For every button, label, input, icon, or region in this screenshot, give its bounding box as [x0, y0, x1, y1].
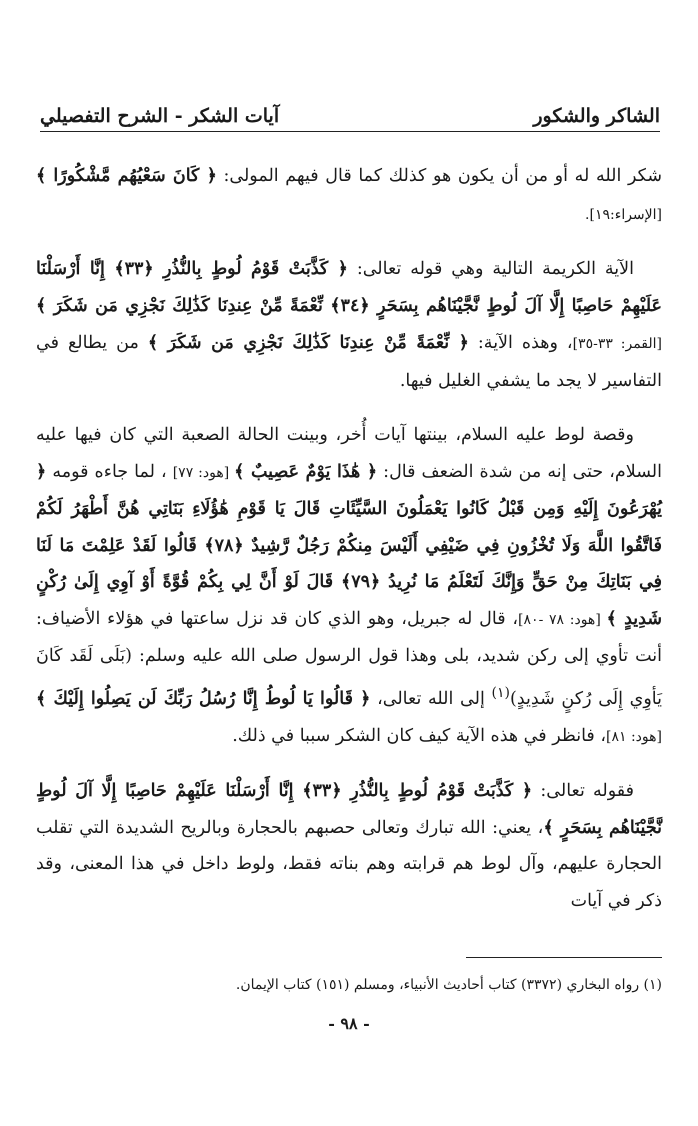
verse-reference: [هود: ٧٨ -٨٠]: [518, 611, 607, 628]
quran-quote: ﴿ نِّعْمَةً مِّنْ عِندِنَا كَذَٰلِكَ نَجْزِي مَن شَكَرَ ﴾: [147, 333, 469, 353]
footnote-divider: [466, 957, 662, 958]
quran-quote: ﴿ كَذَّبَتْ قَوْمُ لُوطٍ بِالنُّذُرِ ﴿٣٣﴾ إِنَّا أَرْسَلْنَا عَلَيْهِمْ حَاصِبًا إِلَّا آلَ لُوطٍ نَّجَّيْنَاهُم بِسَحَرٍ ﴾: [36, 781, 662, 838]
text: الآية الكريمة التالية وهي قوله تعالى:: [347, 259, 634, 279]
text: ، يعني: الله تبارك وتعالى حصبهم بالحجارة وبالريح الشديدة التي تقلب الحجارة عليهم، وآل لوط هم قرابته وهم بناته فقط، ولوط داخل في هذا المعنى، وقد ذكر في آيات: [36, 817, 662, 911]
main-text: [36, 158, 662, 937]
verse-reference: [القمر: ٣٣-٣٥]: [572, 336, 662, 352]
verse-reference: [هود: ٧٧]: [172, 464, 235, 481]
quran-quote: ﴿ كَذَّبَتْ قَوْمُ لُوطٍ بِالنُّذُرِ ﴿٣٣﴾ إِنَّا أَرْسَلْنَا عَلَيْهِمْ حَاصِبًا إِلَّا آلَ لُوطٍ نَّجَّيْنَاهُم بِسَحَرٍ ﴿٣٤﴾ نِّعْمَةً مِّنْ عِندِنَا كَذَٰلِكَ نَجْزِي مَن شَكَرَ ﴾: [36, 259, 662, 316]
quran-quote: ﴿ كَانَ سَعْيُهُم مَّشْكُورًا ﴾: [36, 166, 217, 186]
text: شكر الله له أو من أن يكون هو كذلك كما قال فيهم المولى:: [216, 166, 662, 186]
text: من يطالع في التفاسير لا يجد ما يشفي الغليل فيها.: [36, 333, 662, 391]
verse-reference: [هود: ٨١]: [606, 728, 662, 745]
page-number: - ٩٨ -: [328, 1014, 370, 1033]
verse-reference: [الإسراء:١٩].: [585, 206, 662, 223]
quran-quote: ﴿ هَٰذَا يَوْمٌ عَصِيبٌ ﴾: [234, 461, 378, 482]
running-header: [40, 92, 660, 132]
header-section-title: آيات الشكر - الشرح التفصيلي: [40, 105, 280, 127]
text: فقوله تعالى:: [532, 781, 634, 802]
header-chapter-title: الشاكر والشكور: [533, 105, 660, 127]
quran-quote: ﴿ قَالُوا يَا لُوطُ إِنَّا رُسُلُ رَبِّكَ لَن يَصِلُوا إِلَيْكَ ﴾: [36, 688, 371, 709]
footnote: (١) رواه البخاري (٣٣٧٢) كتاب أحاديث الأنبياء، ومسلم (١٥١) كتاب الإيمان.: [235, 977, 662, 993]
quran-quote: ﴿ يُهْرَعُونَ إِلَيْهِ وَمِن قَبْلُ كَانُوا يَعْمَلُونَ السَّيِّئَاتِ قَالَ يَا قَوْمِ هَٰؤُلَاءِ بَنَاتِي هُنَّ أَطْهَرُ لَكُمْ فَاتَّقُوا اللَّهَ وَلَا تُخْزُونِ فِي ضَيْفِي أَلَيْسَ مِنكُمْ رَجُلٌ رَّشِيدٌ ﴿٧٨﴾ قَالُوا لَقَدْ عَلِمْتَ مَا لَنَا فِي بَنَاتِكَ مِنْ حَقٍّ وَإِنَّكَ لَتَعْلَمُ مَا نُرِيدُ ﴿٧٩﴾ قَالَ لَوْ أَنَّ لِي بِكُمْ قُوَّةً أَوْ آوِي إِلَىٰ رُكْنٍ شَدِيدٍ ﴾: [36, 461, 662, 629]
text: ، قال له جبريل، وهو الذي كان قد نزل ساعتها في هؤلاء الأضياف: أنت تأوي إلى ركن شديد، بلى وهذا قول الرسول صلى الله عليه وسلم: (بَلَى لَقَد كَانَ يَأوِي إِلَى رُكنٍ شَدِيدٍ): [36, 608, 663, 709]
paragraph-3: [36, 417, 662, 755]
text: ، فانظر في هذه الآية كيف كان الشكر سببا في ذلك.: [232, 725, 606, 746]
footnote-marker: (١): [491, 684, 510, 701]
text: ، لما جاءه قومه: [46, 461, 173, 482]
text: إلى الله تعالى،: [370, 688, 492, 709]
text: ، وهذه الآية:: [468, 333, 573, 353]
text: وقصة لوط عليه السلام، بينتها آيات أُخر، وبينت الحالة الصعبة التي كان فيها عليه السلام، حتى إنه من شدة الضعف قال:: [36, 425, 662, 482]
paragraph-1: [36, 158, 662, 233]
paragraph-4: [36, 773, 662, 919]
paragraph-2: [36, 251, 662, 399]
